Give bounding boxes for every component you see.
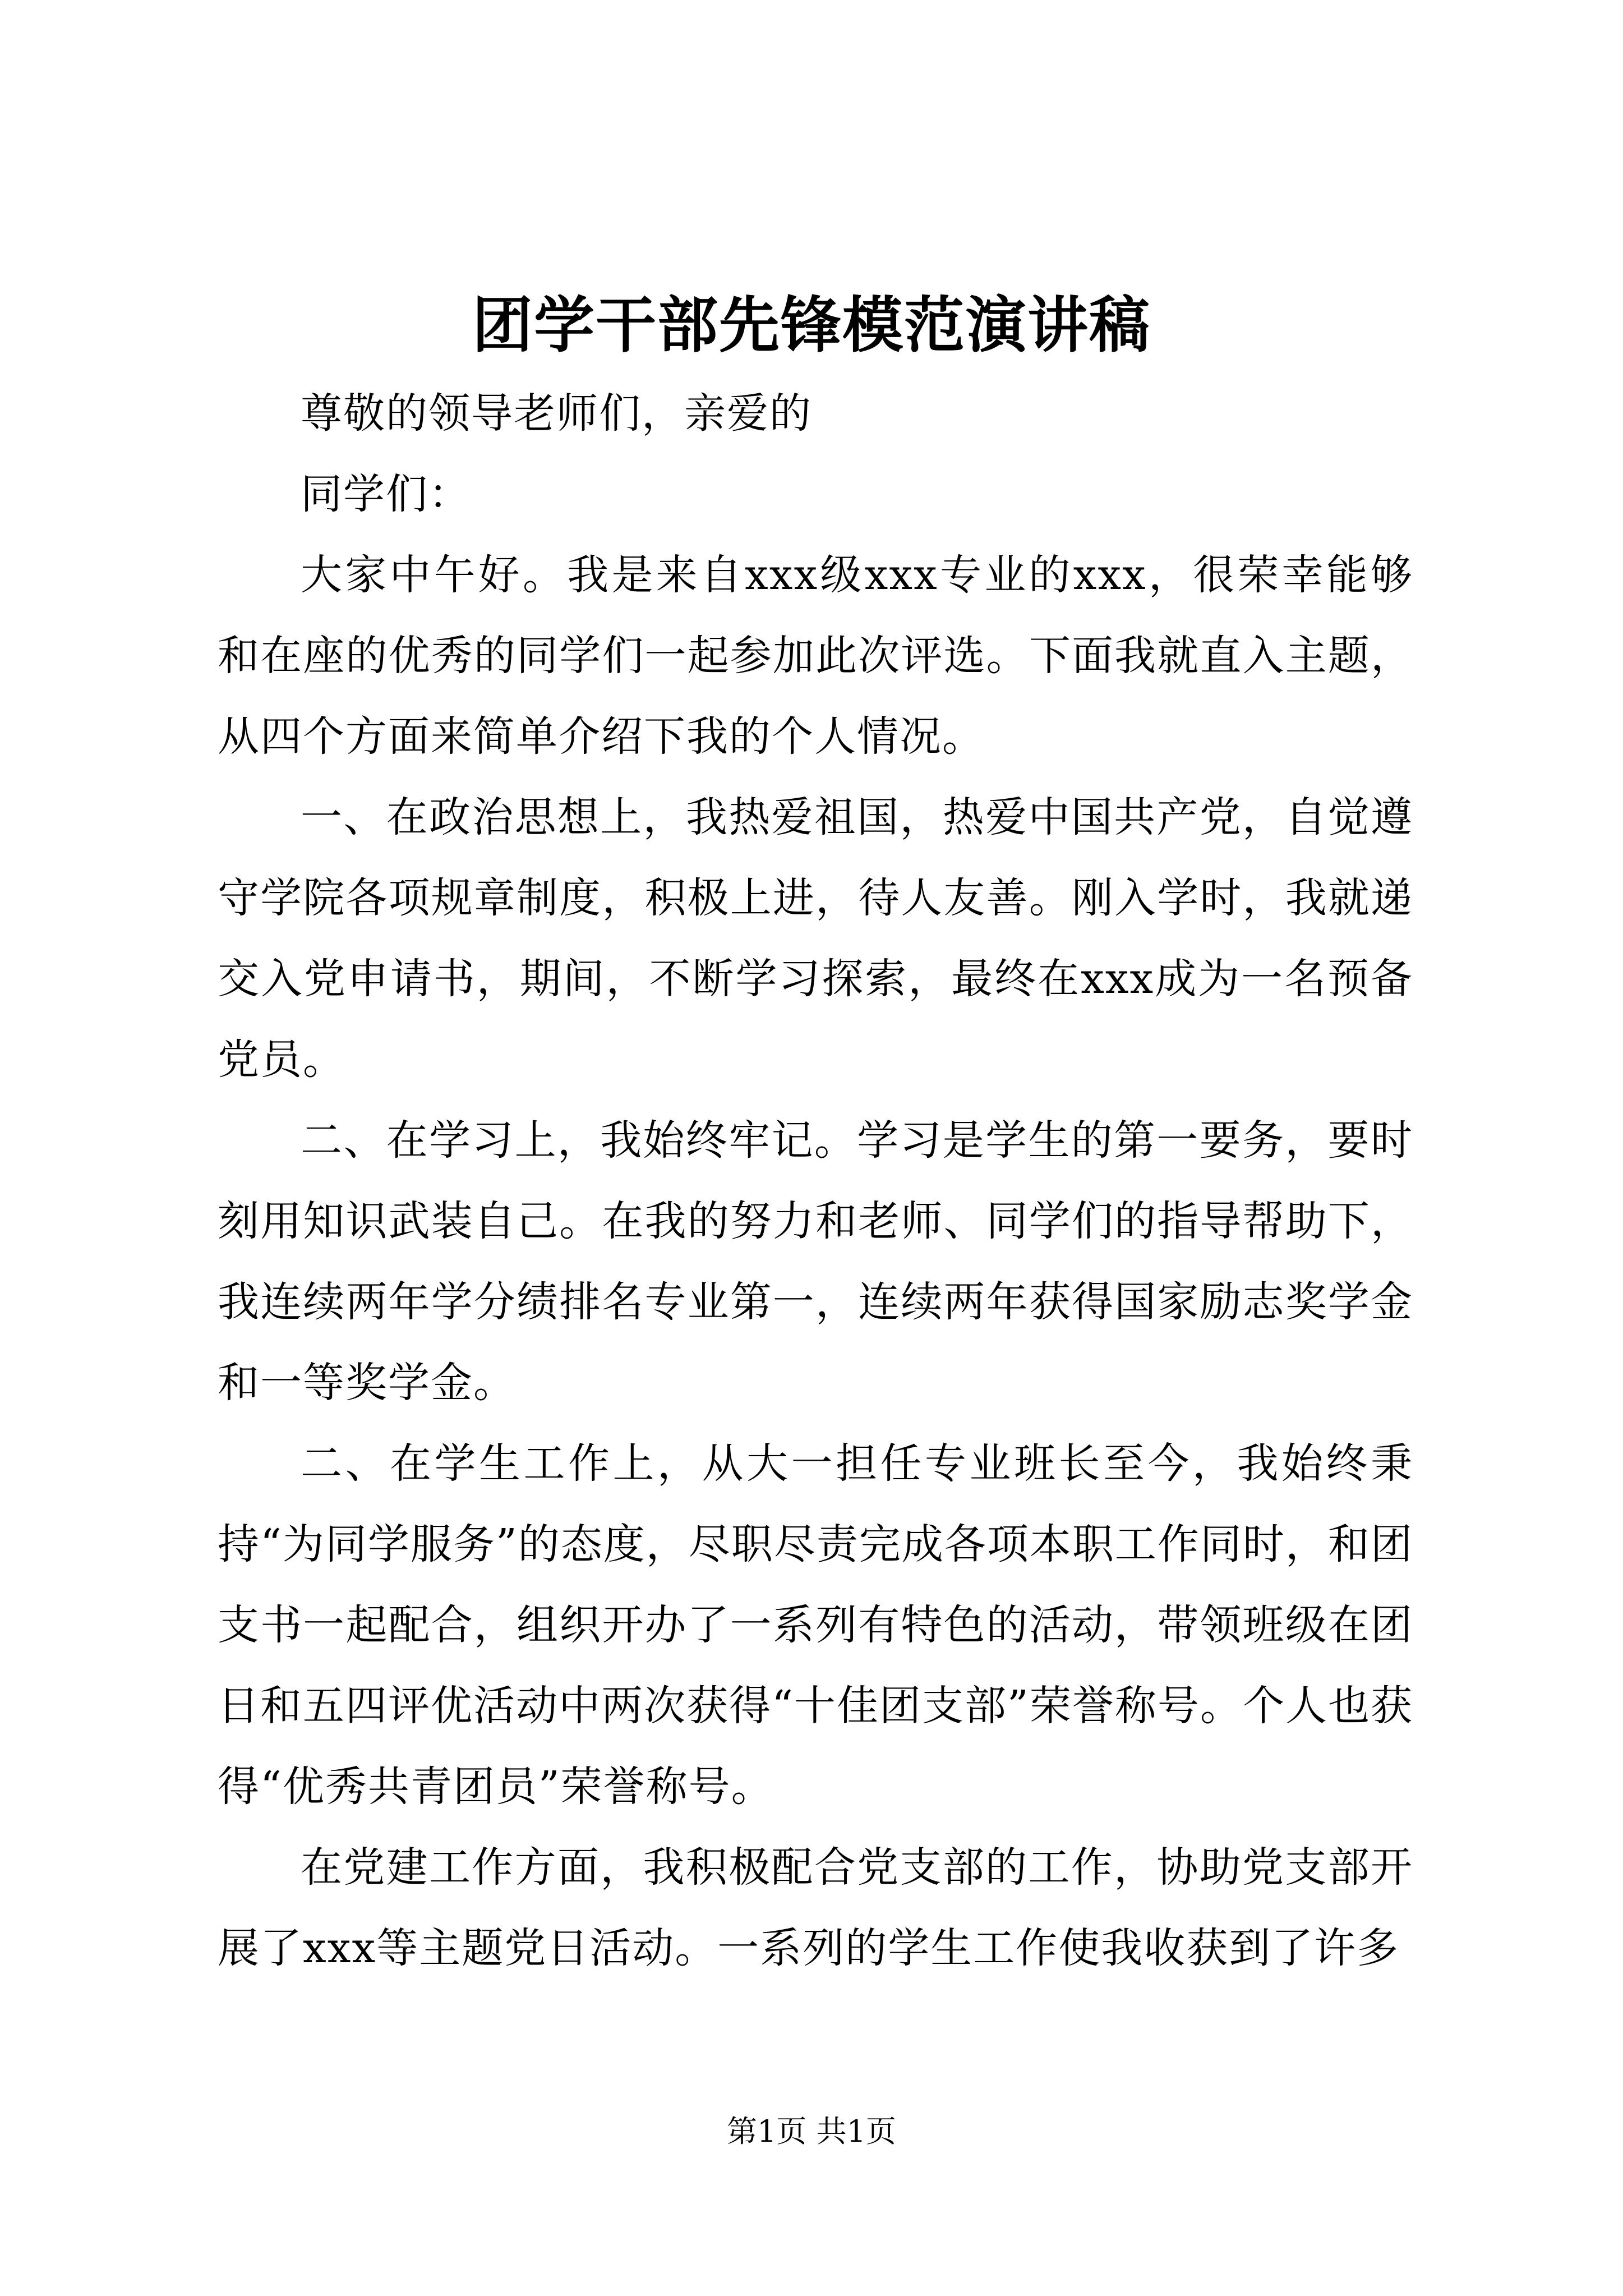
paragraph-study: 二、在学习上，我始终牢记。学习是学生的第一要务，要时刻用知识武装自己。在我的努力和老师、同学们的指导帮助下，我连续两年学分绩排名专业第一，连续两年获得国家励志奖学金和一等奖学金。 — [218, 1116, 1413, 1407]
document-body — [218, 373, 1413, 1989]
paragraph-salutation-2: 同学们： — [301, 470, 471, 518]
paragraph-salutation-1: 尊敬的领导老师们，亲爱的 — [301, 389, 812, 438]
paragraph-student-work: 二、在学生工作上，从大一担任专业班长至今，我始终秉持“为同学服务”的态度，尽职尽责完成各项本职工作同时，和团支书一起配合，组织开办了一系列有特色的活动，带领班级在团日和五四评优活动中两次获得“十佳团支部”荣誉称号。个人也获得“优秀共青团员”荣誉称号。 — [218, 1439, 1413, 1811]
document-title: 团学干部先锋模范演讲稿 — [472, 290, 1151, 361]
paragraph-intro: 大家中午好。我是来自xxx级xxx专业的xxx，很荣幸能够和在座的优秀的同学们一起参加此次评选。下面我就直入主题，从四个方面来简单介绍下我的个人情况。 — [218, 551, 1413, 761]
paragraph-party-building: 在党建工作方面，我积极配合党支部的工作，协助党支部开展了xxx等主题党日活动。一系列的学生工作使我收获到了许多 — [218, 1843, 1413, 1972]
page-footer: 第1页 共1页 — [727, 2114, 896, 2149]
paragraph-political: 一、在政治思想上，我热爱祖国，热爱中国共产党，自觉遵守学院各项规章制度，积极上进，待人友善。刚入学时，我就递交入党申请书，期间，不断学习探索，最终在xxx成为一名预备党员。 — [218, 793, 1413, 1084]
